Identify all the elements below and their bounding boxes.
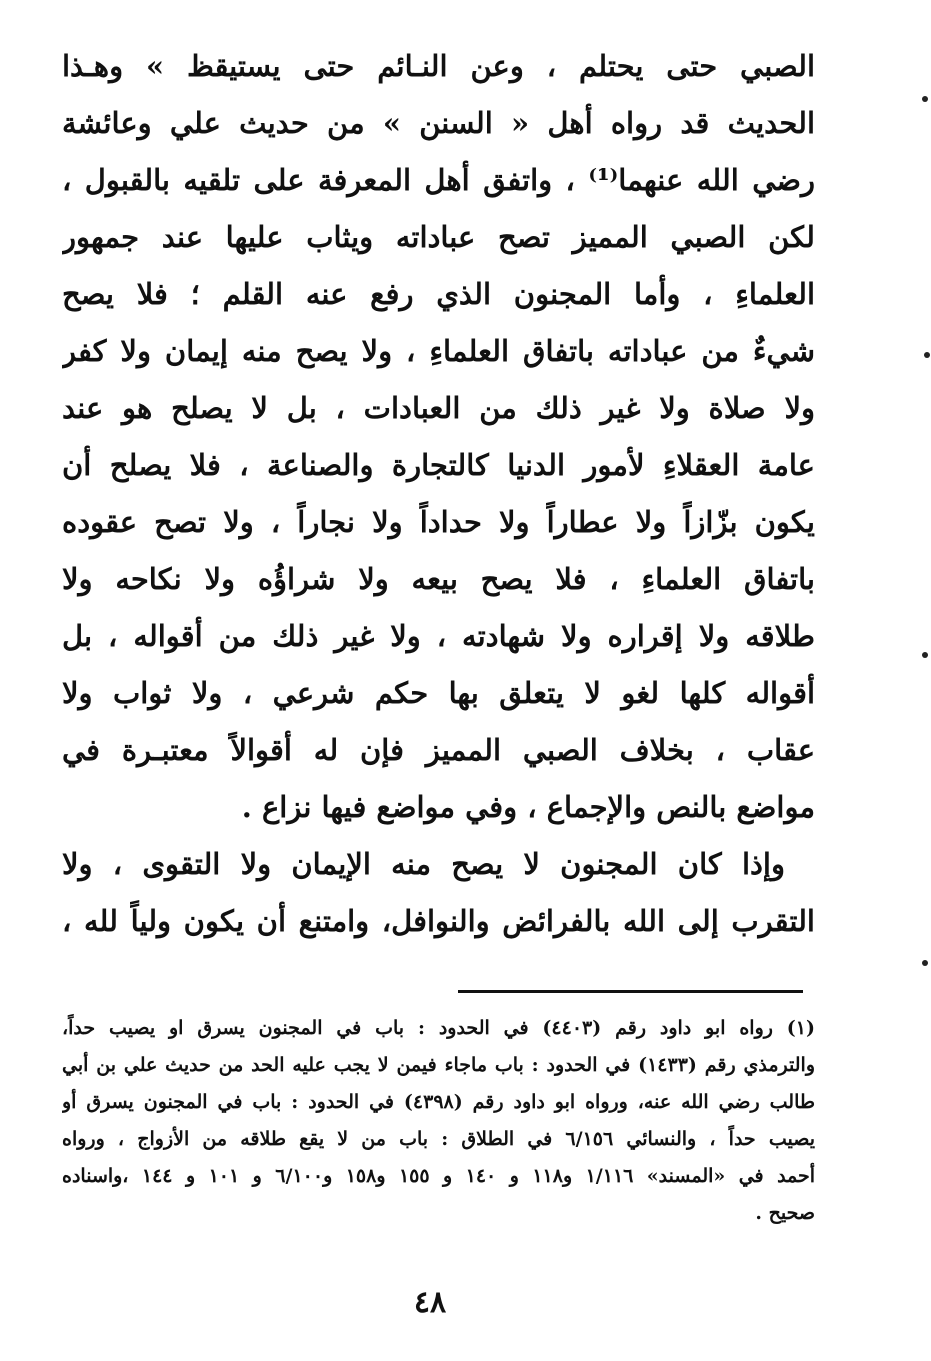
text-line: أقواله كلها لغو لا يتعلق بها حكم شرعي ، ولا ثواب ولا [62, 676, 815, 710]
text-line: شيءٌ من عباداته باتفاق العلماءِ ، ولا يصح منه إيمان ولا كفر [62, 334, 815, 368]
text-line: يكون بزّازاً ولا عطاراً ولا حداداً ولا نجاراً ، ولا تصح عقوده [62, 505, 815, 539]
footnotes [62, 1010, 815, 1232]
text-line: لكن الصبي المميز تصح عباداته ويثاب عليها عند جمهور [62, 220, 815, 254]
text-line: عامة العقلاءِ لأمور الدنيا كالتجارة والصناعة ، فلا يصلح أن [62, 448, 815, 482]
text-line: طلاقه ولا إقراره ولا شهادته ، ولا غير ذلك من أقواله ، بل [62, 619, 815, 653]
footnote-line: (١) رواه ابو داود رقم (٤٤٠٣) في الحدود : باب في المجنون يسرق او يصيب حداً، [62, 1017, 815, 1039]
text-line: ولا صلاة ولا غير ذلك من العبادات ، بل لا يصلح هو عند [62, 391, 815, 425]
text-line: رضي الله عنهما⁽¹⁾ ، واتفق أهل المعرفة على تلقيه بالقبول ، [62, 163, 815, 197]
text-line: عقاب ، بخلاف الصبي المميز فإن له أقوالاً معتبـرة في [62, 733, 815, 767]
footnote-divider [458, 990, 803, 993]
margin-dot [924, 352, 930, 358]
footnote-line: يصيب حداً ، والنسائي ٦/١٥٦ في الطلاق : باب من لا يقع طلاقه من الأزواج ، ورواه [62, 1128, 815, 1150]
footnote-line: طالب رضي الله عنه، ورواه ابو داود رقم (٤٣٩٨) في الحدود : باب في المجنون يسرق أو [62, 1091, 815, 1113]
main-text [62, 38, 815, 950]
text-line: الحديث قد رواه أهل « السنن » من حديث علي وعائشة [62, 106, 815, 140]
text-line: وإذا كان المجنون لا يصح منه الإيمان ولا التقوى ، ولا [62, 847, 785, 881]
page-number: ٤٨ [413, 1285, 447, 1320]
text-line: التقرب إلى الله بالفرائض والنوافل، وامتنع أن يكون ولياً لله ، [62, 904, 815, 938]
text-line: باتفاق العلماءِ ، فلا يصح بيعه ولا شراؤُه ولا نكاحه ولا [62, 562, 815, 596]
margin-dot [922, 652, 928, 658]
text-line: مواضع بالنص والإجماع ، وفي مواضع فيها نزاع . [241, 790, 815, 824]
footnote-line: أحمد في «المسند» ١/١١٦ و١١٨ و ١٤٠ و ١٥٥ و١٥٨ و٦/١٠٠ و ١٠١ و ١٤٤ ،واسناده [62, 1165, 815, 1187]
footnote-line: والترمذي رقم (١٤٣٣) في الحدود : باب ماجاء فيمن لا يجب عليه الحد من حديث علي بن أبي [62, 1054, 815, 1076]
margin-dot [922, 96, 928, 102]
text-line: العلماءِ ، وأما المجنون الذي رفع عنه القلم ؛ فلا يصح [62, 277, 815, 311]
footnote-line: صحيح . [755, 1202, 815, 1224]
margin-dot [922, 960, 928, 966]
text-line: الصبي حتى يحتلم ، وعن النـائم حتى يستيقظ » وهـذا [62, 49, 815, 83]
